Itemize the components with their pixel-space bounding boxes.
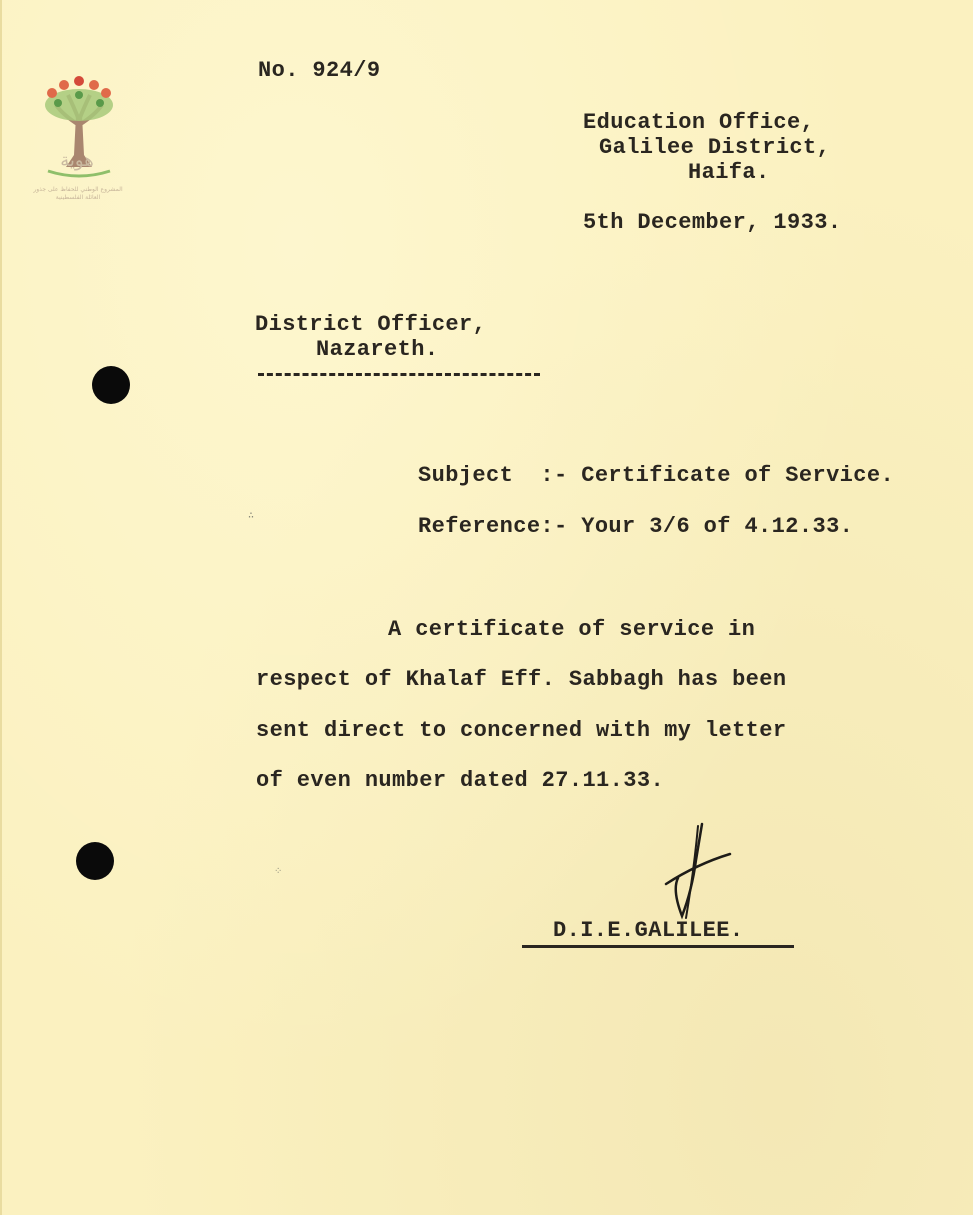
body-line-4: of even number dated 27.11.33. [256,768,665,793]
paper-speck: ∴ [248,511,255,522]
sender-address-line-2: Galilee District, [599,135,831,160]
sender-address-line-3: Haifa. [688,160,770,185]
sender-address-line-1: Education Office, [583,110,815,135]
subject-line: Subject :- Certificate of Service. [418,463,895,488]
paper-speck: ⁘ [274,867,283,878]
punch-hole [92,366,130,404]
letter-date: 5th December, 1933. [583,210,842,235]
recipient-underline [258,373,540,376]
reference-line: Reference:- Your 3/6 of 4.12.33. [418,514,854,539]
punch-hole [76,842,114,880]
body-line-3: sent direct to concerned with my letter [256,718,787,743]
handwritten-signature [642,820,742,930]
body-line-1: A certificate of service in [388,617,756,642]
logo-subtitle: المشروع الوطني للحفاظ على جذور العائلة الفلسطينية [33,186,123,201]
signatory: D.I.E.GALILEE. [553,918,744,943]
recipient-line-2: Nazareth. [316,337,439,362]
recipient-line-1: District Officer, [255,312,487,337]
logo-script-text: هوية [60,150,94,171]
file-number: No. 924/9 [258,58,381,83]
signature-underline [522,945,794,948]
body-line-2: respect of Khalaf Eff. Sabbagh has been [256,667,787,692]
